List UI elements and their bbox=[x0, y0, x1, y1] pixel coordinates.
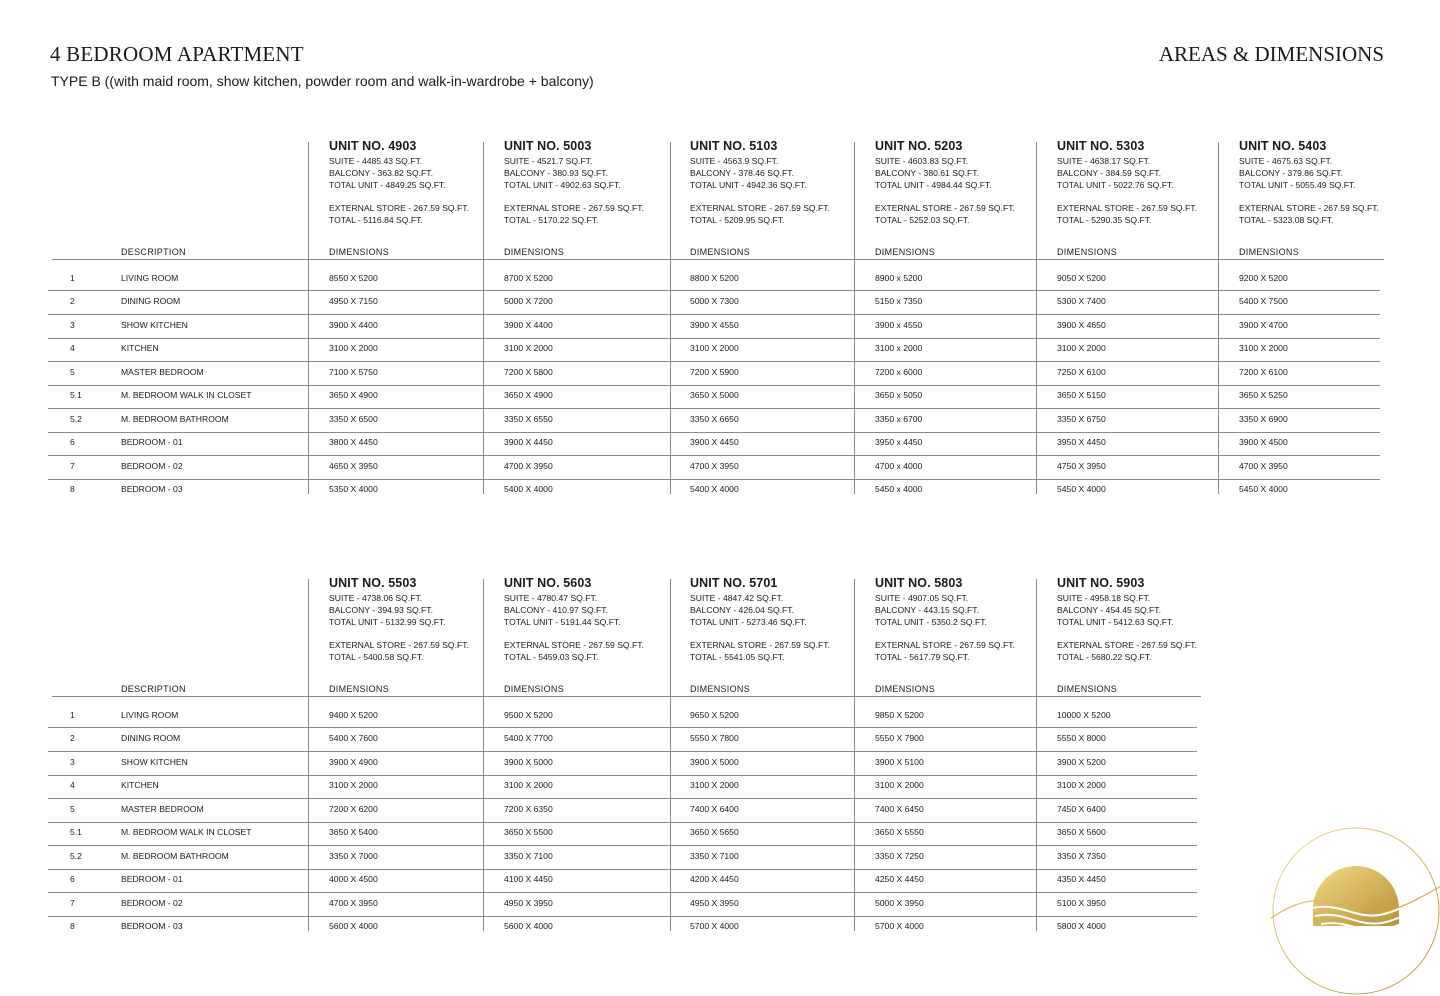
dimension-cell: 4700 X 3950 bbox=[1239, 461, 1288, 471]
spacer bbox=[329, 628, 469, 639]
dimensions-heading: DIMENSIONS bbox=[875, 684, 936, 694]
dimension-cell: 3350 X 6900 bbox=[1239, 414, 1288, 424]
dimension-cell: 5350 X 4000 bbox=[329, 484, 378, 494]
dimension-cell: 7400 X 6450 bbox=[875, 804, 924, 814]
external-store-area: EXTERNAL STORE - 267.59 SQ.FT. bbox=[690, 203, 830, 213]
total-unit-area: TOTAL UNIT - 5191.44 SQ.FT. bbox=[504, 617, 621, 627]
dimension-cell: 3650 X 4900 bbox=[329, 390, 378, 400]
dimension-cell: 3350 X 6550 bbox=[504, 414, 553, 424]
unit-name: UNIT NO. 5701 bbox=[690, 576, 778, 590]
external-store-area: EXTERNAL STORE - 267.59 SQ.FT. bbox=[875, 203, 1015, 213]
spacer bbox=[875, 628, 1015, 639]
total-area: TOTAL - 5209.95 SQ.FT. bbox=[690, 215, 785, 225]
row-description: M. BEDROOM BATHROOM bbox=[121, 851, 229, 861]
dimension-cell: 3650 X 5550 bbox=[875, 827, 924, 837]
balcony-area: BALCONY - 363.82 SQ.FT. bbox=[329, 168, 433, 178]
spacer bbox=[329, 191, 469, 202]
dimension-cell: 5700 X 4000 bbox=[875, 921, 924, 931]
dimension-cell: 3350 X 7100 bbox=[690, 851, 739, 861]
unit-name: UNIT NO. 5103 bbox=[690, 139, 778, 153]
dimension-cell: 3650 X 5500 bbox=[504, 827, 553, 837]
dimension-cell: 4650 X 3950 bbox=[329, 461, 378, 471]
dimension-cell: 5800 X 4000 bbox=[1057, 921, 1106, 931]
dimension-cell: 9400 X 5200 bbox=[329, 710, 378, 720]
column-divider bbox=[308, 142, 309, 494]
row-description: BEDROOM - 03 bbox=[121, 921, 183, 931]
unit-header bbox=[690, 575, 830, 663]
total-unit-area: TOTAL UNIT - 5055.49 SQ.FT. bbox=[1239, 180, 1356, 190]
unit-header bbox=[875, 138, 1015, 226]
dimension-cell: 4950 X 3950 bbox=[504, 898, 553, 908]
dimension-cell: 5450 X 4000 bbox=[1057, 484, 1106, 494]
column-divider bbox=[854, 579, 855, 931]
row-rule bbox=[48, 822, 1197, 823]
dimension-cell: 3650 X 5150 bbox=[1057, 390, 1106, 400]
external-store-area: EXTERNAL STORE - 267.59 SQ.FT. bbox=[329, 640, 469, 650]
dimension-cell: 3100 X 2000 bbox=[504, 780, 553, 790]
dimension-cell: 3900 X 4400 bbox=[329, 320, 378, 330]
page-subtitle: TYPE B ((with maid room, show kitchen, powder room and walk-in-wardrobe + balcony) bbox=[51, 73, 594, 89]
row-rule bbox=[48, 798, 1197, 799]
row-rule bbox=[48, 916, 1197, 917]
dimension-cell: 9650 X 5200 bbox=[690, 710, 739, 720]
dimension-cell: 5550 X 7900 bbox=[875, 733, 924, 743]
unit-header bbox=[504, 575, 644, 663]
column-divider bbox=[1218, 142, 1219, 494]
dimension-cell: 5000 X 7200 bbox=[504, 296, 553, 306]
dimension-cell: 3900 X 4650 bbox=[1057, 320, 1106, 330]
row-description: BEDROOM - 02 bbox=[121, 461, 183, 471]
total-unit-area: TOTAL UNIT - 5412.63 SQ.FT. bbox=[1057, 617, 1174, 627]
row-number: 4 bbox=[70, 780, 75, 790]
suite-area: SUITE - 4521.7 SQ.FT. bbox=[504, 156, 593, 166]
row-number: 1 bbox=[70, 273, 75, 283]
dimension-cell: 3900 X 4450 bbox=[504, 437, 553, 447]
dimension-cell: 8800 X 5200 bbox=[690, 273, 739, 283]
balcony-area: BALCONY - 394.93 SQ.FT. bbox=[329, 605, 433, 615]
total-area: TOTAL - 5400.58 SQ.FT. bbox=[329, 652, 424, 662]
dimension-cell: 5550 X 7800 bbox=[690, 733, 739, 743]
row-number: 6 bbox=[70, 874, 75, 884]
row-description: KITCHEN bbox=[121, 780, 159, 790]
row-description: MASTER BEDROOM bbox=[121, 367, 204, 377]
total-unit-area: TOTAL UNIT - 5273.46 SQ.FT. bbox=[690, 617, 807, 627]
row-number: 6 bbox=[70, 437, 75, 447]
dimension-cell: 4250 X 4450 bbox=[875, 874, 924, 884]
unit-name: UNIT NO. 4903 bbox=[329, 139, 417, 153]
total-area: TOTAL - 5290.35 SQ.FT. bbox=[1057, 215, 1152, 225]
external-store-area: EXTERNAL STORE - 267.59 SQ.FT. bbox=[1057, 203, 1197, 213]
dimension-cell: 3900 X 5000 bbox=[690, 757, 739, 767]
dimension-cell: 4700 X 3950 bbox=[504, 461, 553, 471]
dimension-cell: 7400 X 6400 bbox=[690, 804, 739, 814]
unit-header bbox=[1239, 138, 1379, 226]
external-store-area: EXTERNAL STORE - 267.59 SQ.FT. bbox=[504, 203, 644, 213]
row-number: 1 bbox=[70, 710, 75, 720]
row-number: 5.2 bbox=[70, 414, 82, 424]
dimension-cell: 4700 X 3950 bbox=[329, 898, 378, 908]
row-number: 5 bbox=[70, 804, 75, 814]
dimension-cell: 5000 X 3950 bbox=[875, 898, 924, 908]
balcony-area: BALCONY - 454.45 SQ.FT. bbox=[1057, 605, 1161, 615]
total-area: TOTAL - 5617.79 SQ.FT. bbox=[875, 652, 970, 662]
row-description: DINING ROOM bbox=[121, 296, 181, 306]
row-number: 3 bbox=[70, 320, 75, 330]
unit-name: UNIT NO. 5303 bbox=[1057, 139, 1145, 153]
unit-name: UNIT NO. 5603 bbox=[504, 576, 592, 590]
dimension-cell: 5400 X 7500 bbox=[1239, 296, 1288, 306]
row-rule bbox=[48, 314, 1380, 315]
row-description: M. BEDROOM WALK IN CLOSET bbox=[121, 390, 252, 400]
dimensions-heading: DIMENSIONS bbox=[1239, 247, 1300, 257]
unit-name: UNIT NO. 5903 bbox=[1057, 576, 1145, 590]
total-unit-area: TOTAL UNIT - 5022.76 SQ.FT. bbox=[1057, 180, 1174, 190]
dimension-cell: 4700 x 4000 bbox=[875, 461, 923, 471]
spacer bbox=[1057, 628, 1197, 639]
dimension-cell: 3100 x 2000 bbox=[875, 343, 923, 353]
dimension-cell: 3900 X 4700 bbox=[1239, 320, 1288, 330]
total-unit-area: TOTAL UNIT - 4984.44 SQ.FT. bbox=[875, 180, 992, 190]
dimension-cell: 5550 X 8000 bbox=[1057, 733, 1106, 743]
row-description: KITCHEN bbox=[121, 343, 159, 353]
spacer bbox=[504, 191, 644, 202]
row-rule bbox=[48, 385, 1380, 386]
dimension-cell: 5150 x 7350 bbox=[875, 296, 923, 306]
balcony-area: BALCONY - 426.04 SQ.FT. bbox=[690, 605, 794, 615]
dimension-cell: 7200 X 6100 bbox=[1239, 367, 1288, 377]
dimension-cell: 3900 X 5100 bbox=[875, 757, 924, 767]
row-description: SHOW KITCHEN bbox=[121, 320, 188, 330]
dimension-cell: 3100 X 2000 bbox=[1057, 780, 1106, 790]
row-rule bbox=[48, 845, 1197, 846]
external-store-area: EXTERNAL STORE - 267.59 SQ.FT. bbox=[1239, 203, 1379, 213]
dimension-cell: 4950 X 7150 bbox=[329, 296, 378, 306]
dimension-cell: 4700 X 3950 bbox=[690, 461, 739, 471]
dimension-cell: 3350 X 7350 bbox=[1057, 851, 1106, 861]
dimension-cell: 5400 X 4000 bbox=[504, 484, 553, 494]
row-number: 8 bbox=[70, 921, 75, 931]
unit-name: UNIT NO. 5003 bbox=[504, 139, 592, 153]
external-store-area: EXTERNAL STORE - 267.59 SQ.FT. bbox=[504, 640, 644, 650]
total-area: TOTAL - 5459.03 SQ.FT. bbox=[504, 652, 599, 662]
row-number: 5.2 bbox=[70, 851, 82, 861]
dimension-cell: 3900 X 4450 bbox=[690, 437, 739, 447]
external-store-area: EXTERNAL STORE - 267.59 SQ.FT. bbox=[329, 203, 469, 213]
row-rule bbox=[48, 479, 1380, 480]
dimension-cell: 3650 X 5250 bbox=[1239, 390, 1288, 400]
dimension-cell: 3650 X 5000 bbox=[690, 390, 739, 400]
unit-name: UNIT NO. 5203 bbox=[875, 139, 963, 153]
unit-name: UNIT NO. 5803 bbox=[875, 576, 963, 590]
dimension-cell: 3900 X 5200 bbox=[1057, 757, 1106, 767]
dimension-cell: 3350 X 7100 bbox=[504, 851, 553, 861]
dimension-cell: 3900 X 4400 bbox=[504, 320, 553, 330]
dimension-cell: 3650 X 4900 bbox=[504, 390, 553, 400]
dimension-cell: 3100 X 2000 bbox=[329, 780, 378, 790]
dimension-cell: 3350 X 6500 bbox=[329, 414, 378, 424]
dimension-cell: 5300 X 7400 bbox=[1057, 296, 1106, 306]
unit-header bbox=[1057, 138, 1197, 226]
total-area: TOTAL - 5541.05 SQ.FT. bbox=[690, 652, 785, 662]
dimension-cell: 8700 X 5200 bbox=[504, 273, 553, 283]
dimension-cell: 7200 X 5800 bbox=[504, 367, 553, 377]
row-rule bbox=[48, 290, 1380, 291]
dimension-cell: 8550 X 5200 bbox=[329, 273, 378, 283]
header-rule bbox=[52, 259, 1384, 260]
balcony-area: BALCONY - 378.46 SQ.FT. bbox=[690, 168, 794, 178]
sun-wave-logo bbox=[1271, 826, 1440, 996]
suite-area: SUITE - 4485.43 SQ.FT. bbox=[329, 156, 423, 166]
total-unit-area: TOTAL UNIT - 4942.36 SQ.FT. bbox=[690, 180, 807, 190]
unit-header bbox=[329, 575, 469, 663]
spacer bbox=[690, 191, 830, 202]
row-rule bbox=[48, 361, 1380, 362]
dimension-cell: 9500 X 5200 bbox=[504, 710, 553, 720]
suite-area: SUITE - 4847.42 SQ.FT. bbox=[690, 593, 784, 603]
row-number: 5.1 bbox=[70, 827, 82, 837]
unit-header bbox=[329, 138, 469, 226]
dimensions-heading: DIMENSIONS bbox=[875, 247, 936, 257]
dimension-cell: 7200 X 6200 bbox=[329, 804, 378, 814]
dimension-cell: 9200 X 5200 bbox=[1239, 273, 1288, 283]
balcony-area: BALCONY - 410.97 SQ.FT. bbox=[504, 605, 608, 615]
dimension-cell: 3100 X 2000 bbox=[1239, 343, 1288, 353]
description-heading: DESCRIPTION bbox=[121, 684, 186, 694]
dimension-cell: 3100 X 2000 bbox=[1057, 343, 1106, 353]
suite-area: SUITE - 4675.63 SQ.FT. bbox=[1239, 156, 1333, 166]
dimension-cell: 3350 X 6750 bbox=[1057, 414, 1106, 424]
dimension-cell: 5400 X 4000 bbox=[690, 484, 739, 494]
dimension-cell: 5600 X 4000 bbox=[504, 921, 553, 931]
dimension-cell: 5400 X 7700 bbox=[504, 733, 553, 743]
dimension-cell: 3900 X 4500 bbox=[1239, 437, 1288, 447]
row-number: 7 bbox=[70, 461, 75, 471]
column-divider bbox=[1036, 142, 1037, 494]
dimension-cell: 3100 X 2000 bbox=[504, 343, 553, 353]
dimension-cell: 3100 X 2000 bbox=[329, 343, 378, 353]
dimension-cell: 7450 X 6400 bbox=[1057, 804, 1106, 814]
spacer bbox=[690, 628, 830, 639]
dimension-cell: 3350 X 7000 bbox=[329, 851, 378, 861]
dimension-cell: 7200 X 6350 bbox=[504, 804, 553, 814]
suite-area: SUITE - 4780.47 SQ.FT. bbox=[504, 593, 598, 603]
dimensions-heading: DIMENSIONS bbox=[329, 684, 390, 694]
row-rule bbox=[48, 432, 1380, 433]
dimensions-heading: DIMENSIONS bbox=[1057, 247, 1118, 257]
unit-header bbox=[1057, 575, 1197, 663]
dimension-cell: 3950 x 4450 bbox=[875, 437, 923, 447]
row-number: 8 bbox=[70, 484, 75, 494]
dimension-cell: 5000 X 7300 bbox=[690, 296, 739, 306]
dimensions-heading: DIMENSIONS bbox=[504, 684, 565, 694]
description-heading: DESCRIPTION bbox=[121, 247, 186, 257]
row-description: M. BEDROOM BATHROOM bbox=[121, 414, 229, 424]
dimension-cell: 7200 X 5900 bbox=[690, 367, 739, 377]
spacer bbox=[504, 628, 644, 639]
dimension-cell: 3900 X 5000 bbox=[504, 757, 553, 767]
dimension-cell: 3950 X 4450 bbox=[1057, 437, 1106, 447]
unit-header bbox=[875, 575, 1015, 663]
unit-header bbox=[690, 138, 830, 226]
spacer bbox=[875, 191, 1015, 202]
dimension-cell: 4000 X 4500 bbox=[329, 874, 378, 884]
dimensions-heading: DIMENSIONS bbox=[329, 247, 390, 257]
balcony-area: BALCONY - 384.59 SQ.FT. bbox=[1057, 168, 1161, 178]
dimension-cell: 5450 X 4000 bbox=[1239, 484, 1288, 494]
total-area: TOTAL - 5252.03 SQ.FT. bbox=[875, 215, 970, 225]
column-divider bbox=[308, 579, 309, 931]
dimension-cell: 3350 X 6650 bbox=[690, 414, 739, 424]
suite-area: SUITE - 4603.83 SQ.FT. bbox=[875, 156, 969, 166]
dimension-cell: 3650 X 5600 bbox=[1057, 827, 1106, 837]
column-divider bbox=[854, 142, 855, 494]
total-area: TOTAL - 5170.22 SQ.FT. bbox=[504, 215, 599, 225]
dimension-cell: 5600 X 4000 bbox=[329, 921, 378, 931]
dimension-cell: 5400 X 7600 bbox=[329, 733, 378, 743]
dimension-cell: 4200 X 4450 bbox=[690, 874, 739, 884]
suite-area: SUITE - 4907.05 SQ.FT. bbox=[875, 593, 969, 603]
unit-header bbox=[504, 138, 644, 226]
balcony-area: BALCONY - 443.15 SQ.FT. bbox=[875, 605, 979, 615]
dimension-cell: 5700 X 4000 bbox=[690, 921, 739, 931]
external-store-area: EXTERNAL STORE - 267.59 SQ.FT. bbox=[690, 640, 830, 650]
total-unit-area: TOTAL UNIT - 4902.63 SQ.FT. bbox=[504, 180, 621, 190]
row-rule bbox=[48, 338, 1380, 339]
dimension-cell: 3100 X 2000 bbox=[690, 780, 739, 790]
row-rule bbox=[48, 727, 1197, 728]
dimension-cell: 7100 X 5750 bbox=[329, 367, 378, 377]
dimension-cell: 3350 x 6700 bbox=[875, 414, 923, 424]
row-description: LIVING ROOM bbox=[121, 273, 179, 283]
row-description: BEDROOM - 02 bbox=[121, 898, 183, 908]
total-unit-area: TOTAL UNIT - 5350.2 SQ.FT. bbox=[875, 617, 987, 627]
suite-area: SUITE - 4738.06 SQ.FT. bbox=[329, 593, 423, 603]
balcony-area: BALCONY - 379.86 SQ.FT. bbox=[1239, 168, 1343, 178]
row-number: 5.1 bbox=[70, 390, 82, 400]
total-area: TOTAL - 5323.08 SQ.FT. bbox=[1239, 215, 1334, 225]
suite-area: SUITE - 4958.18 SQ.FT. bbox=[1057, 593, 1151, 603]
dimension-cell: 4950 X 3950 bbox=[690, 898, 739, 908]
column-divider bbox=[670, 142, 671, 494]
column-divider bbox=[483, 579, 484, 931]
row-number: 2 bbox=[70, 733, 75, 743]
row-rule bbox=[48, 751, 1197, 752]
unit-name: UNIT NO. 5503 bbox=[329, 576, 417, 590]
row-number: 4 bbox=[70, 343, 75, 353]
dimension-cell: 4750 X 3950 bbox=[1057, 461, 1106, 471]
spacer bbox=[1057, 191, 1197, 202]
row-number: 3 bbox=[70, 757, 75, 767]
dimension-cell: 10000 X 5200 bbox=[1057, 710, 1111, 720]
unit-name: UNIT NO. 5403 bbox=[1239, 139, 1327, 153]
dimension-cell: 3900 X 4900 bbox=[329, 757, 378, 767]
row-description: BEDROOM - 03 bbox=[121, 484, 183, 494]
dimension-cell: 3650 X 5650 bbox=[690, 827, 739, 837]
row-rule bbox=[48, 455, 1380, 456]
external-store-area: EXTERNAL STORE - 267.59 SQ.FT. bbox=[1057, 640, 1197, 650]
row-description: M. BEDROOM WALK IN CLOSET bbox=[121, 827, 252, 837]
dimensions-heading: DIMENSIONS bbox=[690, 684, 751, 694]
column-divider bbox=[1036, 579, 1037, 931]
row-rule bbox=[48, 892, 1197, 893]
suite-area: SUITE - 4563.9 SQ.FT. bbox=[690, 156, 779, 166]
row-description: DINING ROOM bbox=[121, 733, 181, 743]
section-title: AREAS & DIMENSIONS bbox=[1158, 42, 1384, 66]
spacer bbox=[1239, 191, 1379, 202]
dimension-cell: 7200 x 6000 bbox=[875, 367, 923, 377]
dimension-cell: 3100 X 2000 bbox=[875, 780, 924, 790]
dimension-cell: 3800 X 4450 bbox=[329, 437, 378, 447]
total-area: TOTAL - 5116.84 SQ.FT. bbox=[329, 215, 423, 225]
dimension-cell: 3350 X 7250 bbox=[875, 851, 924, 861]
dimension-cell: 5100 X 3950 bbox=[1057, 898, 1106, 908]
dimension-cell: 9850 X 5200 bbox=[875, 710, 924, 720]
dimension-cell: 3900 x 4550 bbox=[875, 320, 923, 330]
row-rule bbox=[48, 408, 1380, 409]
row-description: BEDROOM - 01 bbox=[121, 437, 183, 447]
dimension-cell: 9050 X 5200 bbox=[1057, 273, 1106, 283]
dimension-cell: 5450 x 4000 bbox=[875, 484, 923, 494]
row-rule bbox=[48, 775, 1197, 776]
row-number: 2 bbox=[70, 296, 75, 306]
row-description: SHOW KITCHEN bbox=[121, 757, 188, 767]
row-rule bbox=[48, 869, 1197, 870]
page-title: 4 BEDROOM APARTMENT bbox=[50, 42, 304, 66]
dimension-cell: 8900 x 5200 bbox=[875, 273, 923, 283]
dimension-cell: 3100 X 2000 bbox=[690, 343, 739, 353]
total-unit-area: TOTAL UNIT - 4849.25 SQ.FT. bbox=[329, 180, 446, 190]
row-number: 5 bbox=[70, 367, 75, 377]
dimensions-heading: DIMENSIONS bbox=[1057, 684, 1118, 694]
total-area: TOTAL - 5680.22 SQ.FT. bbox=[1057, 652, 1152, 662]
row-number: 7 bbox=[70, 898, 75, 908]
suite-area: SUITE - 4638.17 SQ.FT. bbox=[1057, 156, 1151, 166]
column-divider bbox=[483, 142, 484, 494]
row-description: BEDROOM - 01 bbox=[121, 874, 183, 884]
dimension-cell: 3650 X 5400 bbox=[329, 827, 378, 837]
total-unit-area: TOTAL UNIT - 5132.99 SQ.FT. bbox=[329, 617, 446, 627]
dimensions-heading: DIMENSIONS bbox=[690, 247, 751, 257]
dimension-cell: 3650 x 5050 bbox=[875, 390, 923, 400]
dimension-cell: 4350 X 4450 bbox=[1057, 874, 1106, 884]
header-rule bbox=[52, 696, 1201, 697]
dimension-cell: 7250 X 6100 bbox=[1057, 367, 1106, 377]
row-description: LIVING ROOM bbox=[121, 710, 179, 720]
balcony-area: BALCONY - 380.93 SQ.FT. bbox=[504, 168, 608, 178]
dimension-cell: 3900 X 4550 bbox=[690, 320, 739, 330]
dimension-cell: 4100 X 4450 bbox=[504, 874, 553, 884]
column-divider bbox=[670, 579, 671, 931]
balcony-area: BALCONY - 380.61 SQ.FT. bbox=[875, 168, 979, 178]
row-description: MASTER BEDROOM bbox=[121, 804, 204, 814]
external-store-area: EXTERNAL STORE - 267.59 SQ.FT. bbox=[875, 640, 1015, 650]
dimensions-heading: DIMENSIONS bbox=[504, 247, 565, 257]
